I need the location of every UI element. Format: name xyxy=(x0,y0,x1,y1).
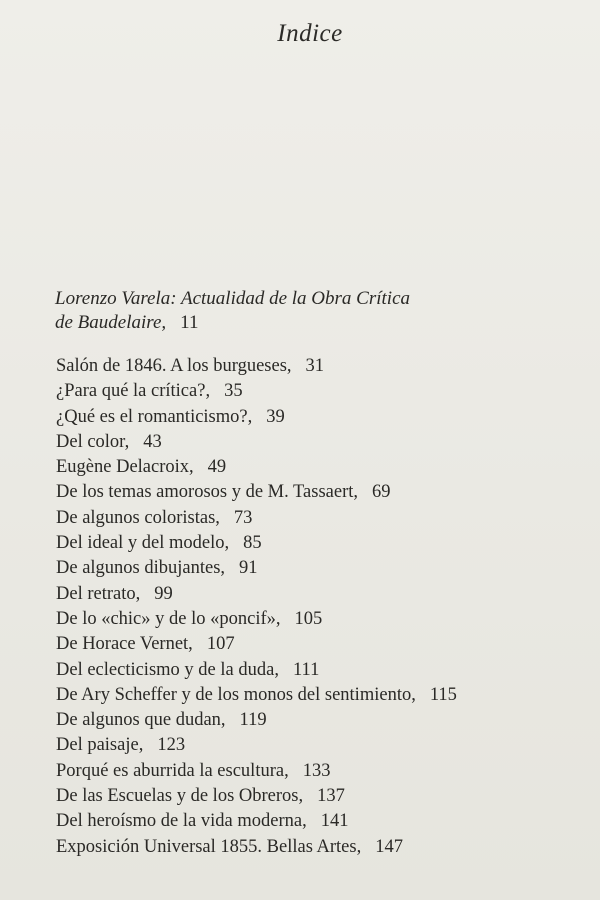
intro-line-1: Lorenzo Varela: Actualidad de la Obra Crítica xyxy=(55,288,411,309)
toc-entry-page-number: 91 xyxy=(239,558,258,579)
toc-entry xyxy=(56,582,586,607)
toc-entry-title: Exposición Universal 1855. Bellas Artes, xyxy=(56,836,362,857)
toc-entry-page-number: 31 xyxy=(305,356,325,376)
toc-entry-page-number: 147 xyxy=(375,836,403,857)
toc-entry-title: De algunos coloristas, xyxy=(56,507,220,528)
toc-entry-page-number: 119 xyxy=(239,710,267,731)
toc-entry xyxy=(56,784,586,809)
toc-entry-title: Del ideal y del modelo, xyxy=(56,533,230,554)
page-title: Indice xyxy=(277,20,343,47)
toc-entry-title: Del eclecticismo y de la duda, xyxy=(56,659,279,680)
toc-entry xyxy=(56,480,586,505)
toc-entry-title: De Ary Scheffer y de los monos del sentimiento, xyxy=(56,684,416,705)
toc-entry-page-number: 107 xyxy=(206,634,235,655)
toc-entry xyxy=(56,556,586,581)
toc-entry-page-number: 69 xyxy=(372,482,391,503)
toc-entry-title: De lo «chic» y de lo «poncif», xyxy=(56,608,281,629)
toc-entry-page-number: 99 xyxy=(154,583,173,604)
toc-entry xyxy=(56,632,586,657)
toc-entry-title: De los temas amorosos y de M. Tassaert, xyxy=(56,482,359,503)
table-of-contents xyxy=(56,354,586,860)
toc-entry-title: Del retrato, xyxy=(56,583,141,604)
intro-entry xyxy=(55,287,575,335)
toc-entry-title: Del paisaje, xyxy=(56,735,144,756)
toc-entry-page-number: 35 xyxy=(224,381,243,402)
toc-entry-title: Del color, xyxy=(56,431,130,452)
toc-entry-title: De las Escuelas y de los Obreros, xyxy=(56,786,304,807)
toc-entry-page-number: 105 xyxy=(294,608,323,629)
toc-entry-title: Salón de 1846. A los burgueses, xyxy=(56,356,292,376)
toc-entry xyxy=(56,658,586,683)
toc-entry-page-number: 85 xyxy=(243,533,262,554)
toc-entry xyxy=(56,354,586,379)
toc-entry xyxy=(56,708,586,733)
toc-entry xyxy=(56,531,586,556)
toc-entry-page-number: 141 xyxy=(320,811,349,832)
intro-page-number: 11 xyxy=(180,312,199,333)
toc-entry-page-number: 49 xyxy=(207,457,227,478)
toc-entry-page-number: 115 xyxy=(429,684,457,705)
toc-entry-title: ¿Para qué la crítica?, xyxy=(56,381,211,402)
toc-entry xyxy=(56,506,586,531)
toc-entry-title: Eugène Delacroix, xyxy=(56,457,194,478)
toc-entry xyxy=(56,455,586,480)
toc-entry-page-number: 123 xyxy=(157,735,186,756)
toc-entry-page-number: 73 xyxy=(233,507,253,528)
toc-entry-title: De algunos dibujantes, xyxy=(56,558,226,579)
toc-entry-title: Del heroísmo de la vida moderna, xyxy=(56,811,307,832)
toc-entry xyxy=(56,683,586,708)
toc-entry xyxy=(56,809,586,834)
toc-entry xyxy=(56,733,586,758)
toc-entry-page-number: 39 xyxy=(266,406,285,427)
intro-line-2 xyxy=(55,311,575,335)
toc-entry-page-number: 133 xyxy=(302,760,331,781)
toc-entry xyxy=(56,405,586,430)
toc-entry-title: Porqué es aburrida la escultura, xyxy=(56,760,289,781)
toc-entry xyxy=(56,835,586,860)
toc-entry-page-number: 137 xyxy=(317,786,345,807)
toc-entry-title: De Horace Vernet, xyxy=(56,634,193,655)
toc-entry-title: De algunos que dudan, xyxy=(56,710,226,731)
toc-entry-page-number: 43 xyxy=(143,431,162,452)
toc-entry xyxy=(56,607,586,632)
toc-entry xyxy=(56,759,586,784)
toc-entry-title: ¿Qué es el romanticismo?, xyxy=(56,406,253,427)
toc-entry-page-number: 111 xyxy=(292,659,320,680)
toc-entry xyxy=(56,430,586,455)
toc-entry xyxy=(56,379,586,404)
intro-title-continuation: de Baudelaire, xyxy=(55,312,167,333)
